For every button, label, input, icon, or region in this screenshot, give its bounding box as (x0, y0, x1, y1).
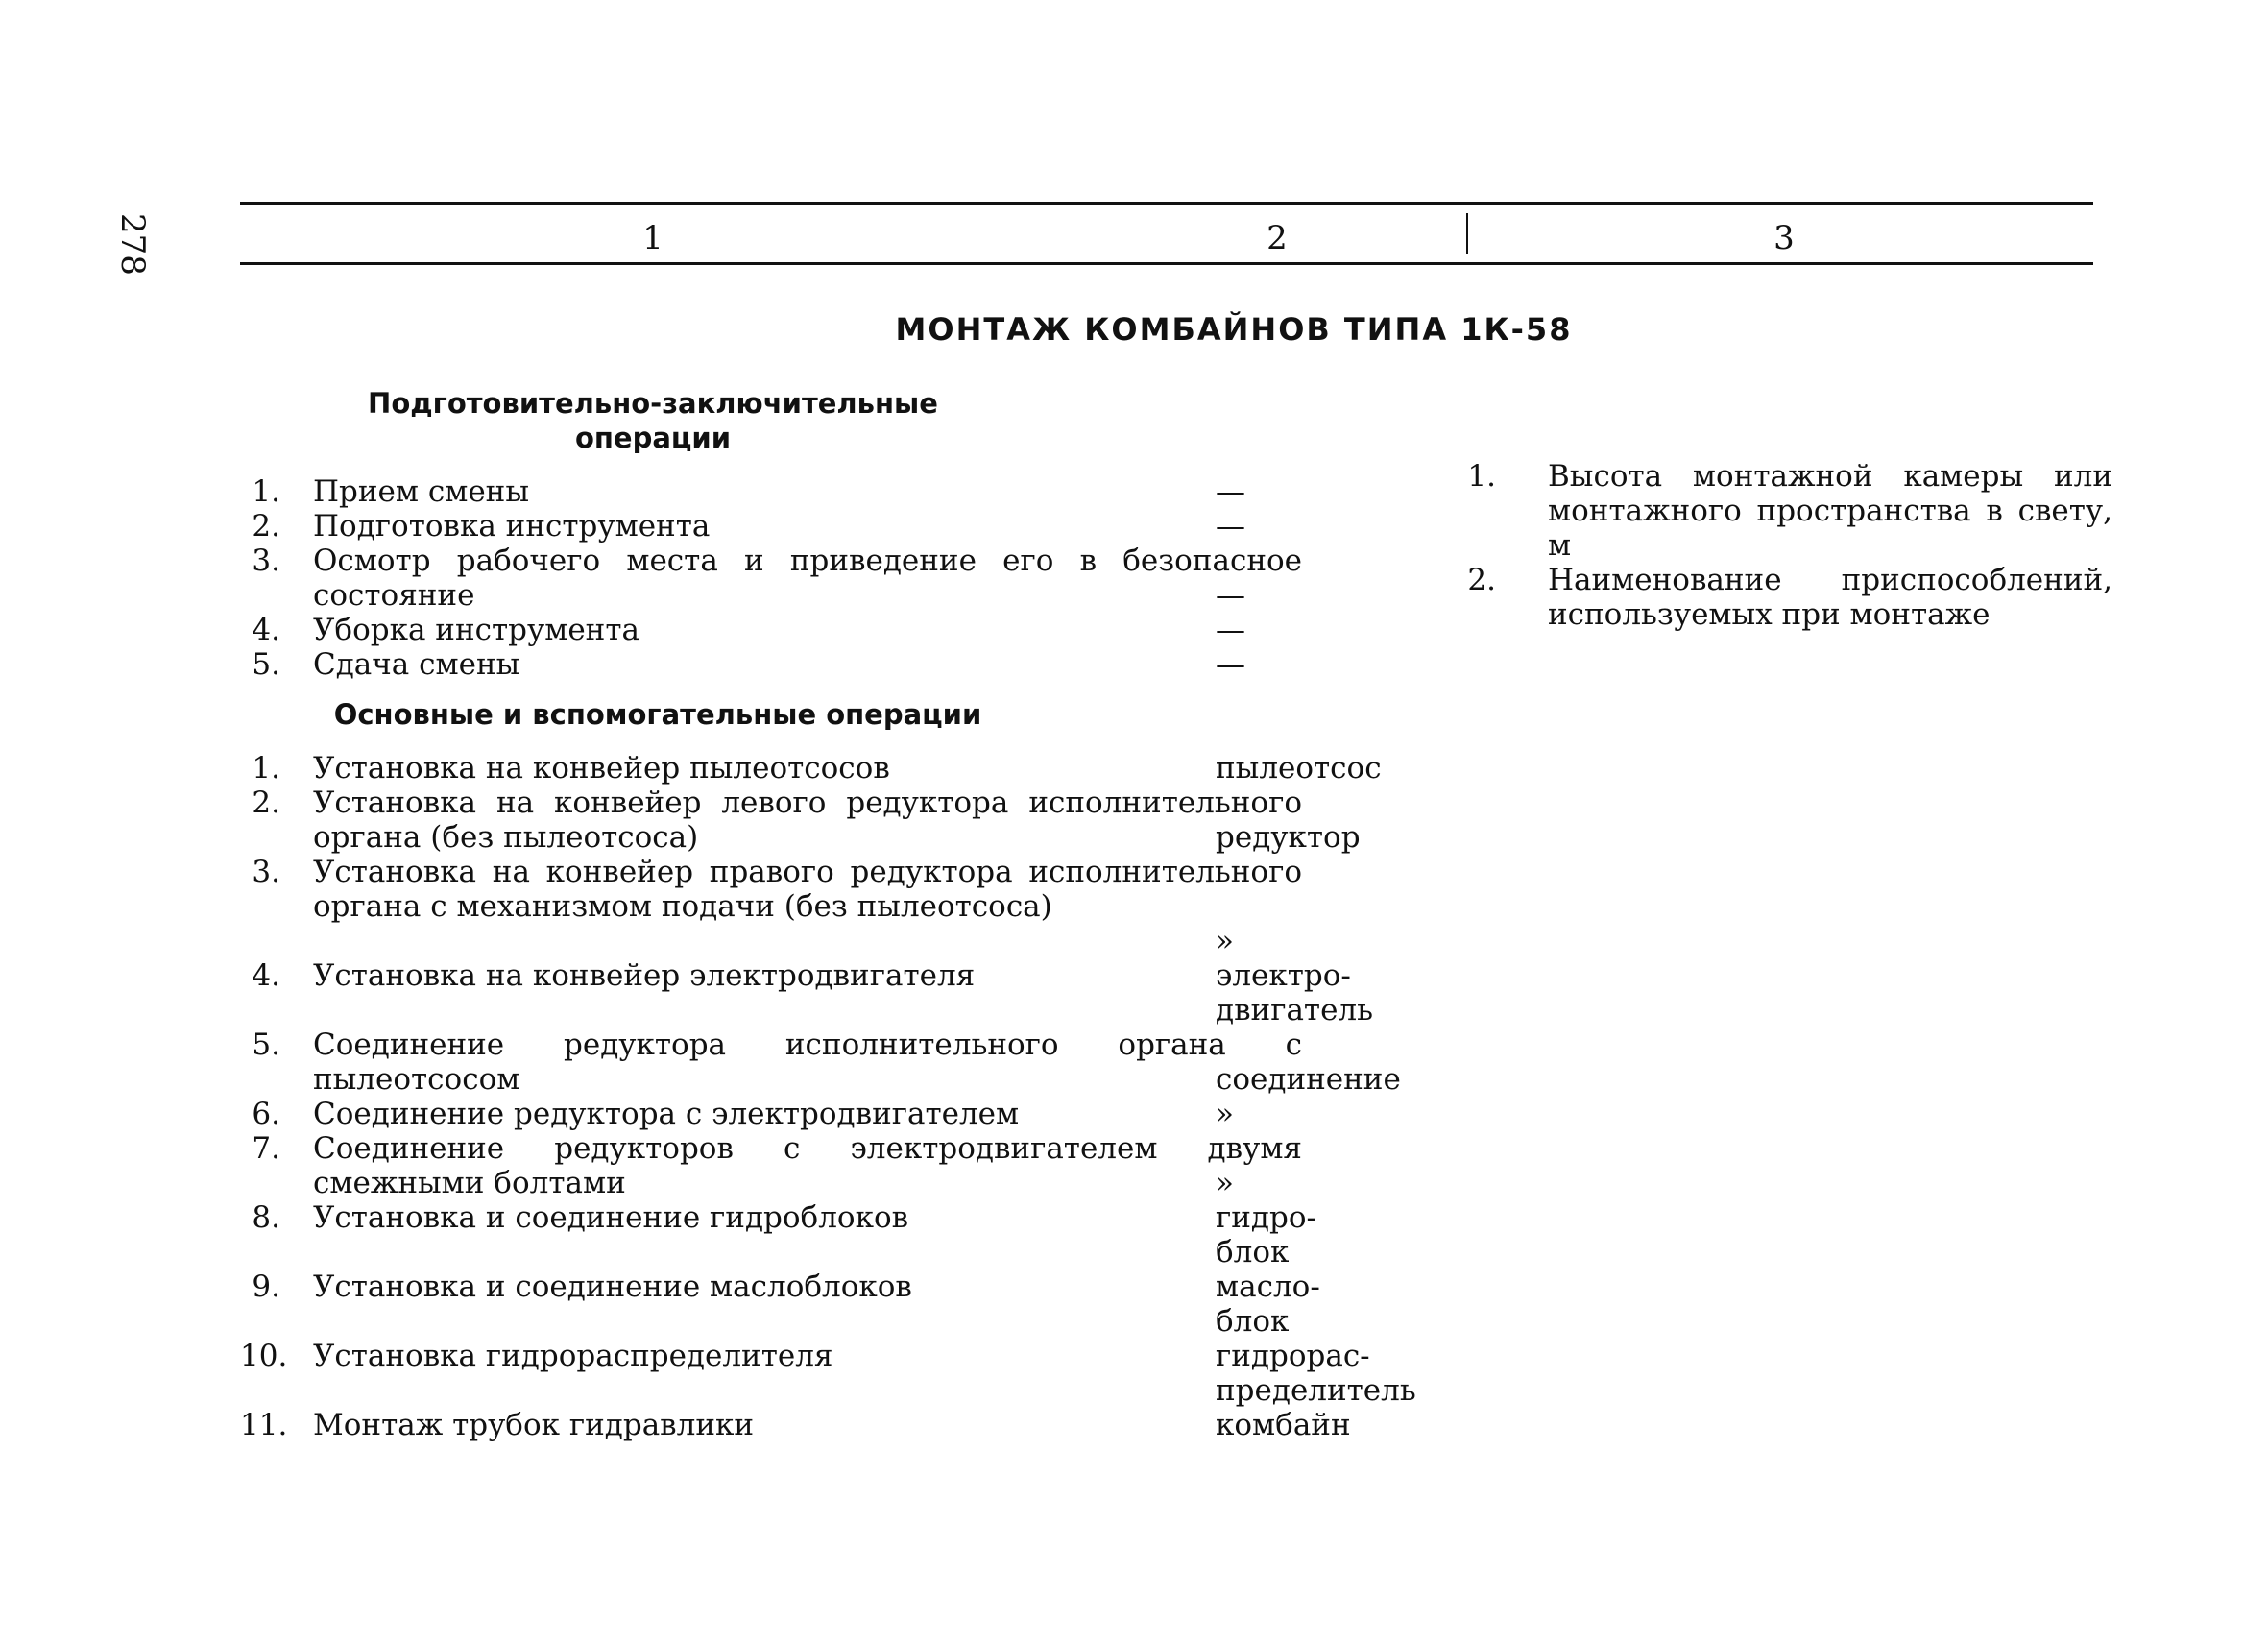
item-text: Уборка инструмента (313, 613, 639, 647)
item-number: 7. (252, 1131, 280, 1166)
column-header-2: 2 (1267, 219, 1288, 257)
factor-text: Наименование приспособлений, используемых при монтаже (1548, 563, 2112, 632)
item-unit: электро-двигатель (1216, 958, 1373, 1028)
item-number: 8. (252, 1200, 280, 1235)
item-text: Установка на конвейер правого редуктора исполнительного органа с механизмом подачи (без пылеотсоса) (313, 855, 1302, 924)
section-heading-prep-line2: операции (574, 422, 732, 454)
factor-number: 1. (1467, 459, 1496, 494)
item-unit: — (1216, 474, 1245, 509)
item-unit: » (1216, 924, 1234, 958)
item-text: Установка на конвейер электродвигателя (313, 958, 976, 993)
item-number: 1. (252, 751, 280, 786)
item-text: Монтаж трубок гидравлики (313, 1408, 755, 1442)
factor-text: Высота монтажной камеры или монтажного пространства в свету, м (1548, 459, 2112, 563)
column-divider (1466, 213, 1468, 254)
item-text: Соединение редуктора с электродвигателем (313, 1097, 1020, 1131)
page-title: МОНТАЖ КОМБАЙНОВ ТИПА 1К-58 (895, 311, 1573, 348)
item-text: Установка на конвейер пылеотсосов (313, 751, 890, 786)
item-unit: редуктор (1216, 820, 1361, 855)
column-header-3: 3 (1773, 219, 1795, 257)
section-heading-prep (307, 386, 999, 455)
item-unit: гидрорас-пределитель (1216, 1339, 1416, 1408)
item-number: 2. (252, 509, 280, 544)
item-number: 5. (252, 1028, 280, 1062)
item-number: 10. (240, 1339, 288, 1373)
item-number: 3. (252, 544, 280, 578)
item-unit: — (1216, 613, 1245, 647)
item-number: 4. (252, 958, 280, 993)
section-heading-main: Основные и вспомогательные операции (333, 698, 982, 731)
item-unit: — (1216, 509, 1245, 544)
factor-number: 2. (1467, 563, 1496, 597)
item-number: 1. (252, 474, 280, 509)
item-unit: гидро-блок (1216, 1200, 1316, 1270)
item-number: 6. (252, 1097, 280, 1131)
item-number: 9. (252, 1270, 280, 1304)
table-header-rule (240, 262, 2093, 265)
item-unit: комбайн (1216, 1408, 1351, 1442)
table-top-rule (240, 202, 2093, 205)
item-number: 4. (252, 613, 280, 647)
item-text: Установка гидрораспределителя (313, 1339, 833, 1373)
item-unit: — (1216, 647, 1245, 682)
item-text: Установка и соединение гидроблоков (313, 1200, 909, 1235)
item-unit: масло-блок (1216, 1270, 1320, 1339)
item-text: Соединение редукторов с электродвигателем двумя смежными болтами (313, 1131, 1302, 1200)
item-unit: — (1216, 578, 1245, 613)
item-text: Установка и соединение маслоблоков (313, 1270, 912, 1304)
section-heading-prep-line1: Подготовительно-заключительные (368, 387, 938, 420)
item-unit: » (1216, 1097, 1234, 1131)
item-unit: » (1216, 1166, 1234, 1200)
item-text: Сдача смены (313, 647, 520, 682)
item-text: Осмотр рабочего места и приведение его в безопасное состояние (313, 544, 1302, 613)
item-unit: соединение (1216, 1062, 1401, 1097)
item-text: Подготовка инструмента (313, 509, 711, 544)
item-unit: пылеотсос (1216, 751, 1382, 786)
column-header-1: 1 (642, 219, 664, 257)
item-text: Установка на конвейер левого редуктора исполнительного органа (без пылеотсоса) (313, 786, 1302, 855)
page-number: 278 (113, 213, 152, 276)
item-number: 11. (240, 1408, 288, 1442)
item-text: Прием смены (313, 474, 530, 509)
item-number: 3. (252, 855, 280, 889)
item-text: Соединение редуктора исполнительного органа с пылеотсосом (313, 1028, 1302, 1097)
item-number: 5. (252, 647, 280, 682)
item-number: 2. (252, 786, 280, 820)
